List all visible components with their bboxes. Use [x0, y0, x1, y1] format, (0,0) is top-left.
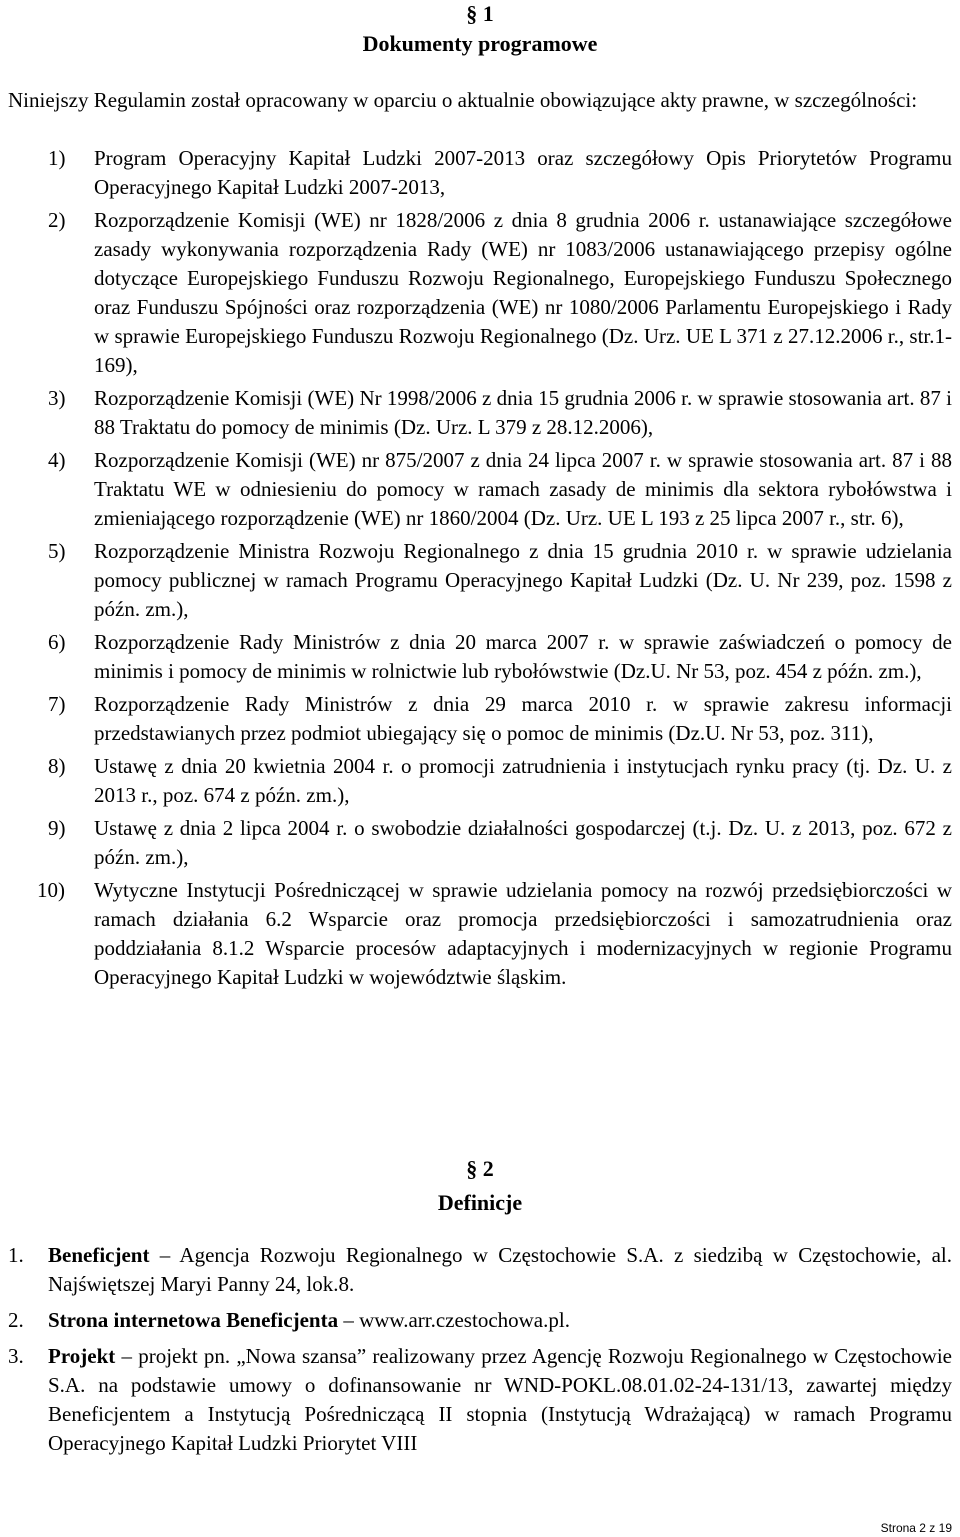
list-item-number: 2): [48, 208, 66, 232]
list-item-text: Wytyczne Instytucji Pośredniczącej w sprawie udzielania pomocy na rozwój przedsiębiorczości w ramach działania 6.2 Wsparcie oraz promocja przedsiębiorczości i samozatrudnienia oraz poddziałania 8.1.2 Wsparcie procesów adaptacyjnych i modernizacyjnych w regionie Programu Operacyjnego Kapitał Ludzki w województwie śląskim.: [94, 878, 952, 989]
list-item: [0, 446, 952, 533]
list-item: [0, 876, 952, 992]
list-item: [0, 144, 952, 202]
list-item-text: Rozporządzenie Ministra Rozwoju Regionalnego z dnia 15 grudnia 2010 r. w sprawie udzielania pomocy publicznej w ramach Programu Operacyjnego Kapitał Ludzki (Dz. U. Nr 239, poz. 1598 z późn. zm.),: [94, 539, 952, 621]
section-1-title: Dokumenty programowe: [362, 31, 598, 56]
list-item-text: Rozporządzenie Komisji (WE) nr 875/2007 z dnia 24 lipca 2007 r. w sprawie stosowania art. 87 i 88 Traktatu WE w odniesieniu do pomocy w ramach zasady de minimis dla sektora rybołówstwa i zmieniającego rozporządzenie (WE) nr 1860/2004 (Dz. Urz. UE L 193 z 25 lipca 2007 r., str. 6),: [94, 448, 952, 530]
list-item-number: 8): [48, 754, 66, 778]
list-item: [0, 814, 952, 872]
list-item-text: Ustawę z dnia 2 lipca 2004 r. o swobodzie działalności gospodarczej (t.j. Dz. U. z 2013, poz. 672 z późn. zm.),: [94, 816, 952, 869]
definition-item: [0, 1342, 952, 1458]
list-item-number: 7): [48, 692, 66, 716]
list-item: [0, 628, 952, 686]
legal-acts-list: [0, 144, 952, 996]
page-number: Strona 2 z 19: [880, 1521, 952, 1535]
list-item-number: 1): [48, 146, 66, 170]
list-item-text: Rozporządzenie Rady Ministrów z dnia 29 marca 2010 r. w sprawie zakresu informacji przedstawianych przez podmiot ubiegający się o pomoc de minimis (Dz.U. Nr 53, poz. 311),: [94, 692, 952, 745]
list-item-text: Rozporządzenie Komisji (WE) nr 1828/2006 z dnia 8 grudnia 2006 r. ustanawiające szczegółowe zasady wykonywania rozporządzenia Rady (WE) nr 1083/2006 ustanawiającego przepisy ogólne dotyczące Europejskiego Funduszu Rozwoju Regionalnego, Europejskiego Funduszu Społecznego oraz Funduszu Spójności oraz rozporządzenia (WE) nr 1080/2006 Parlamentu Europejskiego i Rady w sprawie Europejskiego Funduszu Rozwoju Regionalnego (Dz. Urz. UE L 371 z 27.12.2006 r., str.1-169),: [94, 208, 952, 377]
definition-item: [0, 1306, 952, 1335]
section-2-title: Definicje: [437, 1190, 523, 1215]
definition-item: [0, 1241, 952, 1299]
list-item-text: Ustawę z dnia 20 kwietnia 2004 r. o promocji zatrudnienia i instytucjach rynku pracy (tj. Dz. U. z 2013 r., poz. 674 z późn. zm.),: [94, 754, 952, 807]
definition-text: – Agencja Rozwoju Regionalnego w Częstochowie S.A. z siedzibą w Częstochowie, al. Najświętszej Maryi Panny 24, lok.8.: [48, 1243, 952, 1296]
definition-number: 3.: [8, 1344, 24, 1368]
definition-term: Strona internetowa Beneficjenta: [48, 1308, 339, 1332]
definition-text: – projekt pn. „Nowa szansa” realizowany przez Agencję Rozwoju Regionalnego w Częstochowie S.A. na podstawie umowy o dofinansowanie nr WND-POKL.08.01.02-24-131/13, zawartej między Beneficjentem a Instytucją Pośredniczącą II stopnia (Instytucją Wdrażającą) w ramach Programu Operacyjnego Kapitał Ludzki Priorytet VIII: [48, 1344, 952, 1455]
list-item-text: Rozporządzenie Rady Ministrów z dnia 20 marca 2007 r. w sprawie zaświadczeń o pomocy de minimis i pomocy de minimis w rolnictwie lub rybołówstwie (Dz.U. Nr 53, poz. 454 z późn. zm.),: [94, 630, 952, 683]
definition-number: 1.: [8, 1243, 24, 1267]
list-item-number: 4): [48, 448, 66, 472]
list-item-text: Rozporządzenie Komisji (WE) Nr 1998/2006 z dnia 15 grudnia 2006 r. w sprawie stosowania art. 87 i 88 Traktatu do pomocy de minimis (Dz. Urz. L 379 z 28.12.2006),: [94, 386, 952, 439]
section-2-heading: [0, 1154, 960, 1218]
list-item-number: 3): [48, 386, 66, 410]
list-item-text: Program Operacyjny Kapitał Ludzki 2007-2013 oraz szczegółowy Opis Priorytetów Programu Operacyjnego Kapitał Ludzki 2007-2013,: [94, 146, 952, 199]
list-item: [0, 384, 952, 442]
list-item-number: 6): [48, 630, 66, 654]
list-item-number: 5): [48, 539, 66, 563]
list-item: [0, 752, 952, 810]
list-item-number: 9): [48, 816, 66, 840]
definitions-list: [0, 1241, 952, 1465]
definition-term: Projekt: [48, 1344, 116, 1368]
list-item-number: 10): [37, 878, 65, 902]
list-item: [0, 537, 952, 624]
section-2-symbol: § 2: [466, 1156, 494, 1181]
section-1-intro: Niniejszy Regulamin został opracowany w oparciu o aktualnie obowiązujące akty prawne, w szczególności:: [8, 88, 918, 112]
list-item: [0, 206, 952, 380]
section-1-heading: [0, 0, 960, 58]
definition-number: 2.: [8, 1308, 24, 1332]
list-item: [0, 690, 952, 748]
definition-term: Beneficjent: [48, 1243, 150, 1267]
section-1-symbol: § 1: [466, 1, 494, 26]
definition-text: – www.arr.czestochowa.pl.: [338, 1308, 570, 1332]
